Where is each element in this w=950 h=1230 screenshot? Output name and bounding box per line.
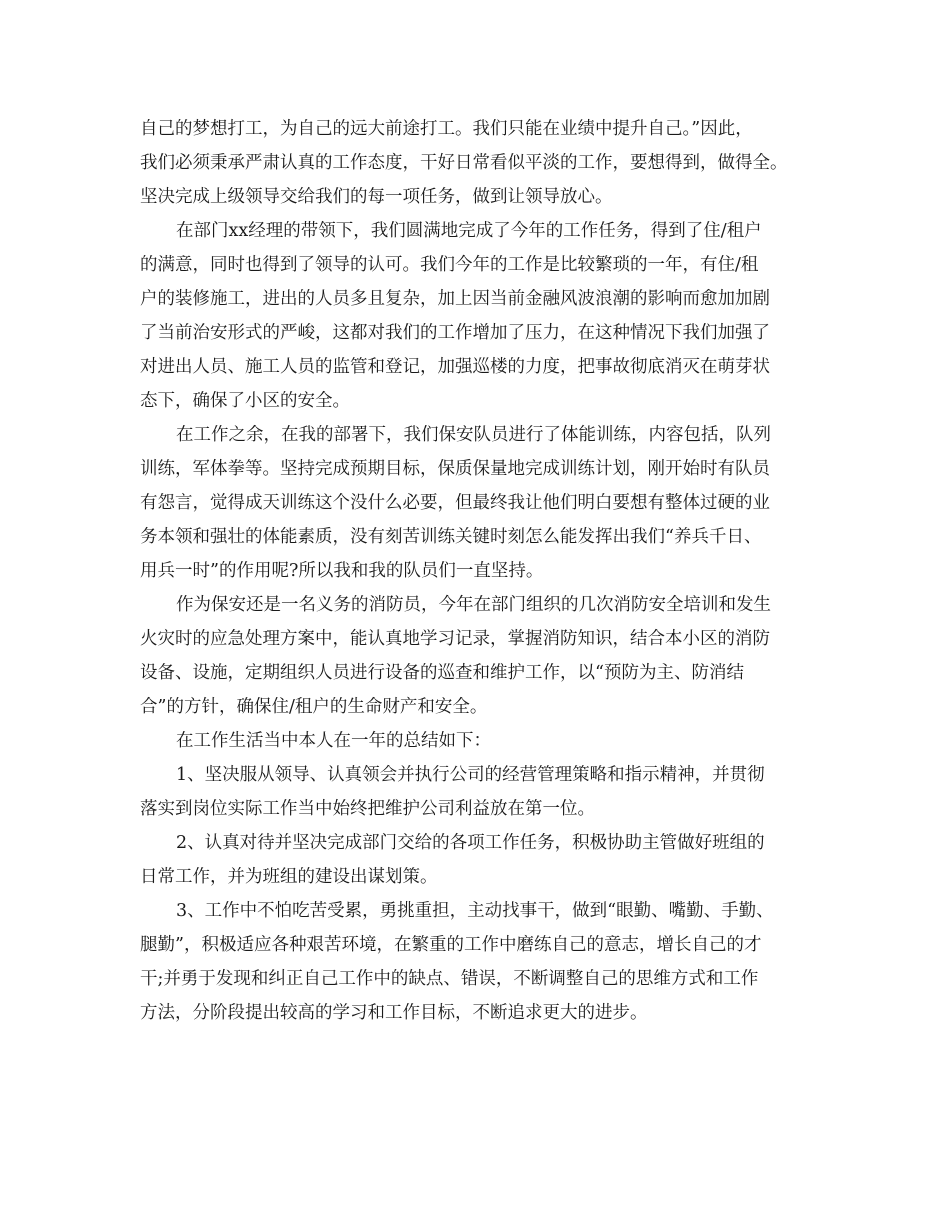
text-line: 了当前治安形式的严峻，这都对我们的工作增加了压力，在这种情况下我们加强了 bbox=[140, 323, 770, 343]
text-line: 火灾时的应急处理方案中，能认真地学习记录，掌握消防知识，结合本小区的消防 bbox=[140, 629, 770, 649]
paragraph-first-line: 作为保安还是一名义务的消防员，今年在部门组织的几次消防安全培训和发生 bbox=[176, 595, 771, 615]
text-line: 日常工作，并为班组的建设出谋划策。 bbox=[140, 867, 438, 887]
paragraph-first-line: 在部门xx经理的带领下，我们圆满地完成了今年的工作任务，得到了住/租户 bbox=[176, 221, 762, 241]
text-line: 对进出人员、施工人员的监管和登记，加强巡楼的力度，把事故彻底消灭在萌芽状 bbox=[140, 357, 770, 377]
text-line: 训练，军体拳等。坚持完成预期目标，保质保量地完成训练计划，刚开始时有队员 bbox=[140, 459, 770, 479]
text-line: 合”的方针，确保住/租户的生命财产和安全。 bbox=[140, 697, 488, 717]
text-line: 落实到岗位实际工作当中始终把维护公司利益放在第一位。 bbox=[140, 799, 595, 819]
paragraph-first-line: 在工作之余，在我的部署下，我们保安队员进行了体能训练，内容包括，队列 bbox=[176, 425, 771, 445]
text-line: 设备、设施，定期组织人员进行设备的巡查和维护工作，以“预防为主、防消结 bbox=[140, 663, 744, 683]
document-body bbox=[140, 112, 830, 1030]
text-line: 务本领和强壮的体能素质，没有刻苦训练关键时刻怎么能发挥出我们“养兵千日、 bbox=[140, 527, 762, 547]
paragraph-first-line: 2、认真对待并坚决完成部门交给的各项工作任务，积极协助主管做好班组的 bbox=[176, 833, 765, 853]
text-line: 干;并勇于发现和纠正自己工作中的缺点、错误，不断调整自己的思维方式和工作 bbox=[140, 969, 759, 989]
text-line: 腿勤”，积极适应各种艰苦环境，在繁重的工作中磨练自己的意志，增长自己的才 bbox=[140, 935, 762, 955]
paragraph-first-line: 3、工作中不怕吃苦受累，勇挑重担，主动找事干，做到“眼勤、嘴勤、手勤、 bbox=[176, 901, 774, 921]
text-line: 方法，分阶段提出较高的学习和工作目标，不断追求更大的进步。 bbox=[140, 1003, 648, 1023]
paragraph-first-line: 1、坚决服从领导、认真领会并执行公司的经营管理策略和指示精神，并贯彻 bbox=[176, 765, 765, 785]
paragraph-first-line: 在工作生活当中本人在一年的总结如下： bbox=[176, 731, 491, 751]
text-line: 的满意，同时也得到了领导的认可。我们今年的工作是比较繁琐的一年，有住/租 bbox=[140, 255, 759, 275]
text-line: 户的装修施工，进出的人员多且复杂，加上因当前金融风波浪潮的影响而愈加加剧 bbox=[140, 289, 770, 309]
text-line: 用兵一时”的作用呢?所以我和我的队员们一直坚持。 bbox=[140, 561, 544, 581]
text-line: 自己的梦想打工，为自己的远大前途打工。我们只能在业绩中提升自己。”因此， bbox=[140, 119, 753, 139]
text-line: 有怨言，觉得成天训练这个没什么必要，但最终我让他们明白要想有整体过硬的业 bbox=[140, 493, 770, 513]
text-line: 态下，确保了小区的安全。 bbox=[140, 391, 350, 411]
text-line: 我们必须秉承严肃认真的工作态度，干好日常看似平淡的工作，要想得到，做得全。 bbox=[140, 153, 788, 173]
text-line: 坚决完成上级领导交给我们的每一项任务，做到让领导放心。 bbox=[140, 187, 613, 207]
